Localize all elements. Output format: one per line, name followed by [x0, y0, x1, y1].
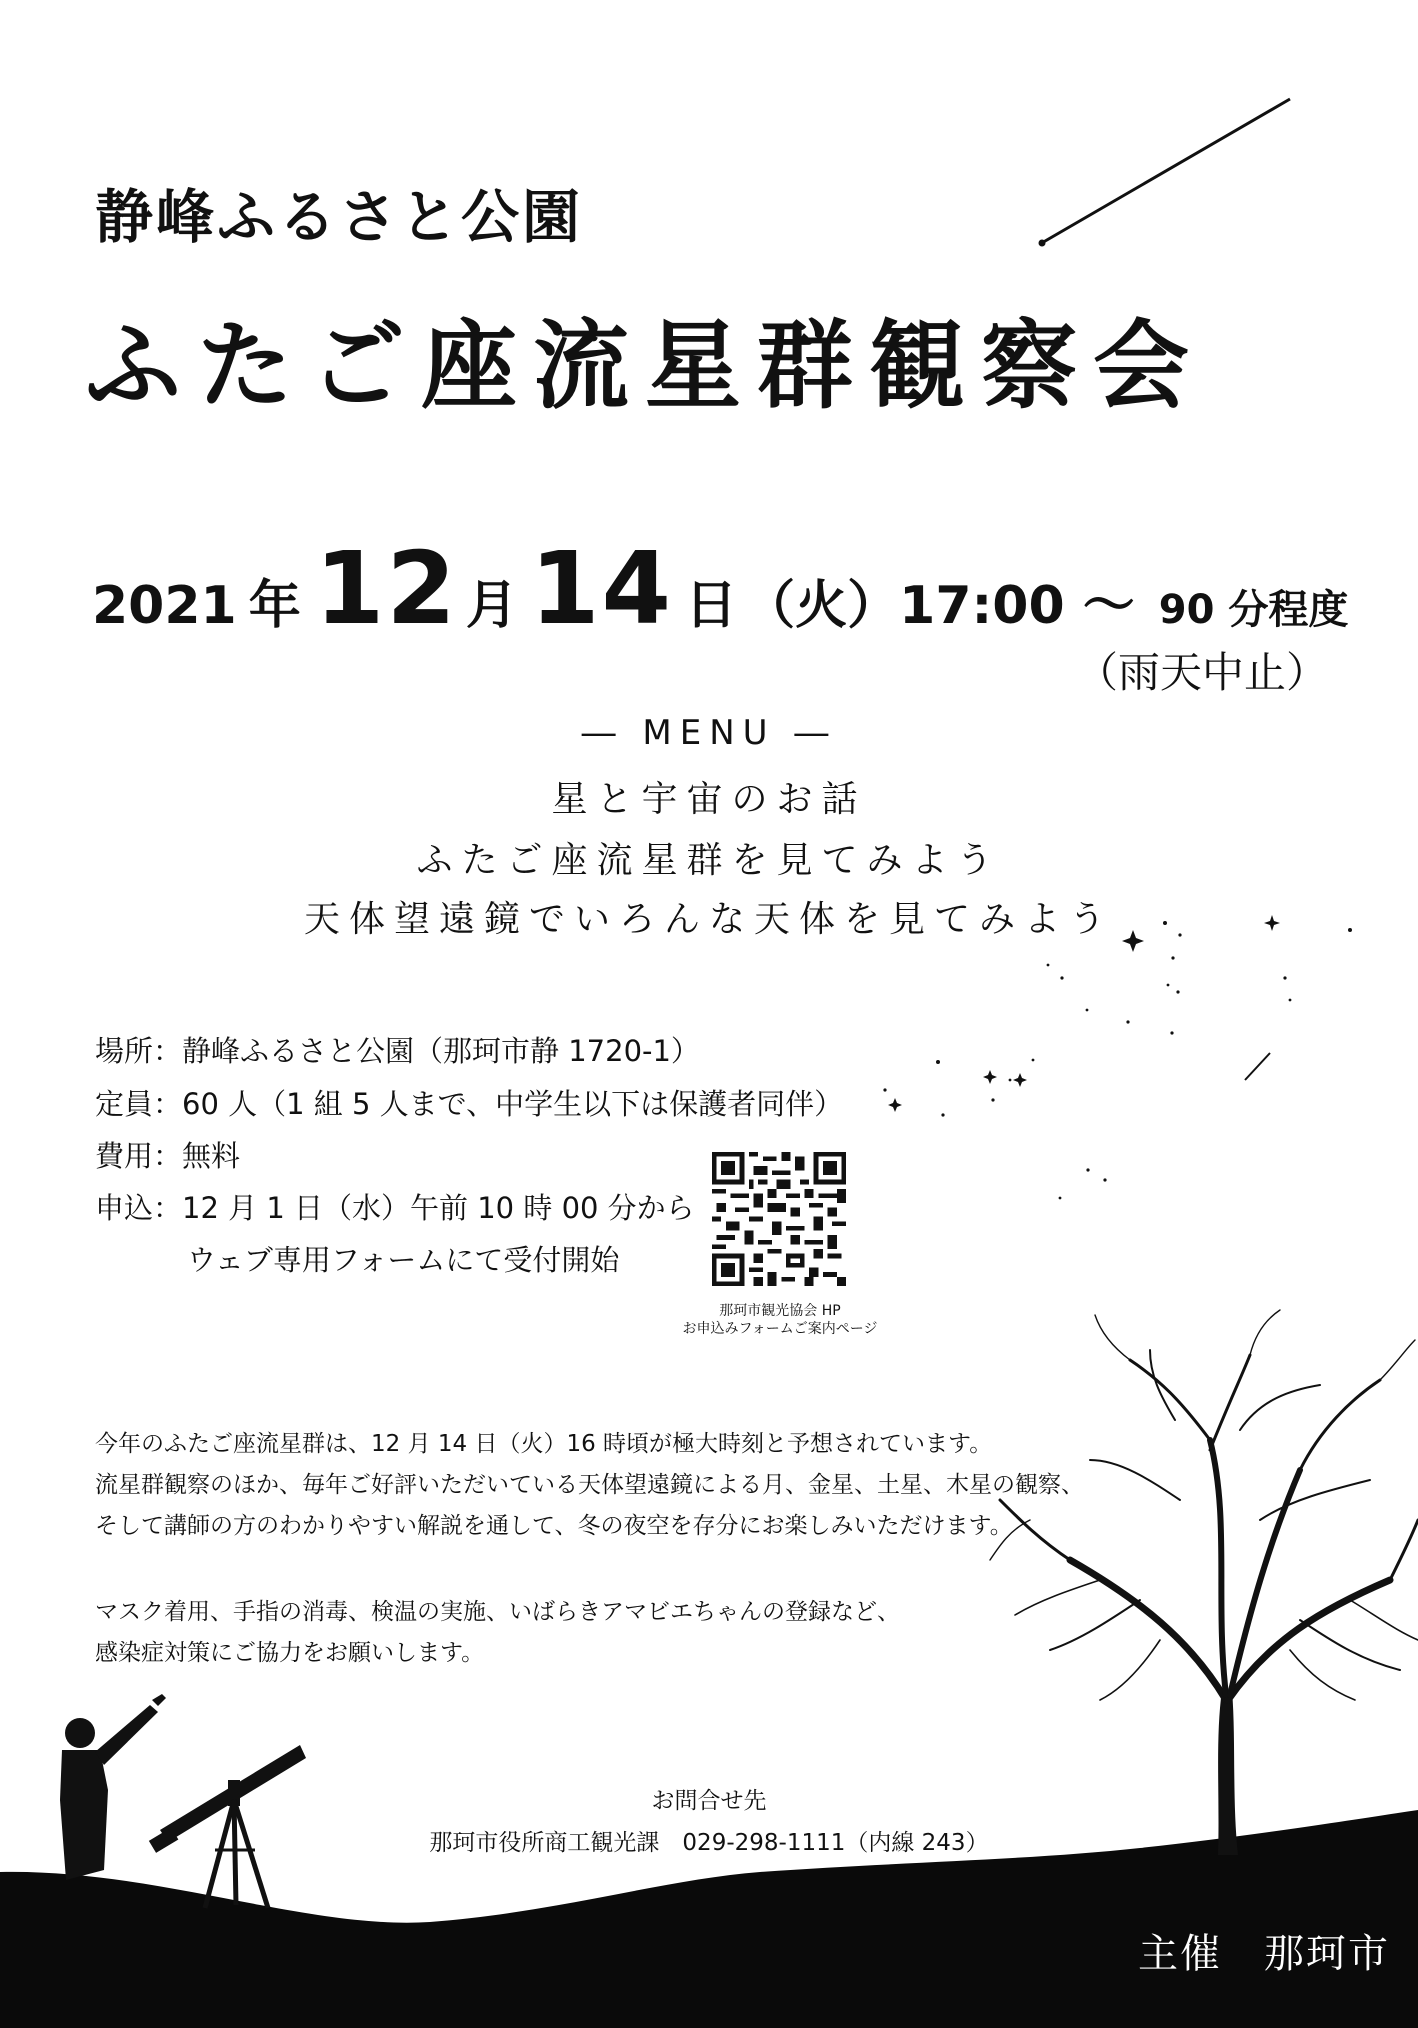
rain-cancel-note: （雨天中止） [1075, 648, 1328, 697]
qr-caption: 那珂市観光協会 HP [719, 1303, 841, 1319]
info-place: 場所：静峰ふるさと公園（那珂市静 1720-1） [95, 1034, 700, 1068]
info-capacity: 定員：60 人（1 組 5 人まで、中学生以下は保護者同伴） [95, 1087, 844, 1121]
info-application-method: ウェブ専用フォームにて受付開始 [187, 1243, 620, 1277]
tree-silhouette-icon [990, 1310, 1418, 1855]
date-year: 2021 [92, 576, 237, 636]
menu-heading: ― MENU ― [581, 713, 837, 753]
event-venue-heading: 静峰ふるさと公園 [95, 183, 584, 251]
date-day: 14 [529, 530, 674, 647]
description-line: そして講師の方のわかりやすい解説を通して、冬の夜空を存分にお楽しみいただけます。 [95, 1513, 1013, 1539]
small-meteor-icon [1245, 1053, 1270, 1080]
notice-line: マスク着用、手指の消毒、検温の実施、いばらきアマビエちゃんの登録など、 [95, 1599, 900, 1625]
contact-detail: 那珂市役所商工観光課 029-298-1111（内線 243） [429, 1830, 989, 1856]
event-date [92, 530, 1348, 647]
star-field-icon [883, 915, 1352, 1199]
date-year-suffix: 年 [248, 576, 301, 636]
menu-item: 星と宇宙のお話 [551, 779, 867, 820]
description-line: 流星群観察のほか、毎年ご好評いただいている天体望遠鏡による月、金星、土星、木星の観察、 [95, 1472, 1084, 1498]
info-application: 申込：12 月 1 日（水）午前 10 時 00 分から [95, 1191, 695, 1225]
info-fee: 費用：無料 [95, 1139, 241, 1173]
date-weekday: （火） [743, 576, 900, 636]
notice-line: 感染症対策にご協力をお願いします。 [95, 1640, 485, 1666]
organizer: 主催 那珂市 [1138, 1931, 1390, 1977]
qr-code-icon[interactable] [712, 1152, 846, 1286]
page-title: ふたご座流星群観察会 [85, 310, 1205, 422]
shooting-star-icon [1039, 99, 1291, 247]
menu-item: ふたご座流星群を見てみよう [416, 840, 1002, 881]
event-duration: 90 分程度 [1158, 587, 1349, 633]
start-time: 17:00 ～ [899, 576, 1135, 636]
qr-caption: お申込みフォームご案内ページ [682, 1321, 878, 1337]
description-line: 今年のふたご座流星群は、12 月 14 日（火）16 時頃が極大時刻と予想されています。 [95, 1431, 993, 1457]
menu-item: 天体望遠鏡でいろんな天体を見てみよう [303, 899, 1114, 940]
date-month: 12 [314, 530, 458, 647]
contact-label: お問合せ先 [651, 1788, 767, 1814]
date-month-suffix: 月 [465, 576, 518, 636]
date-day-suffix: 日 [685, 576, 738, 636]
